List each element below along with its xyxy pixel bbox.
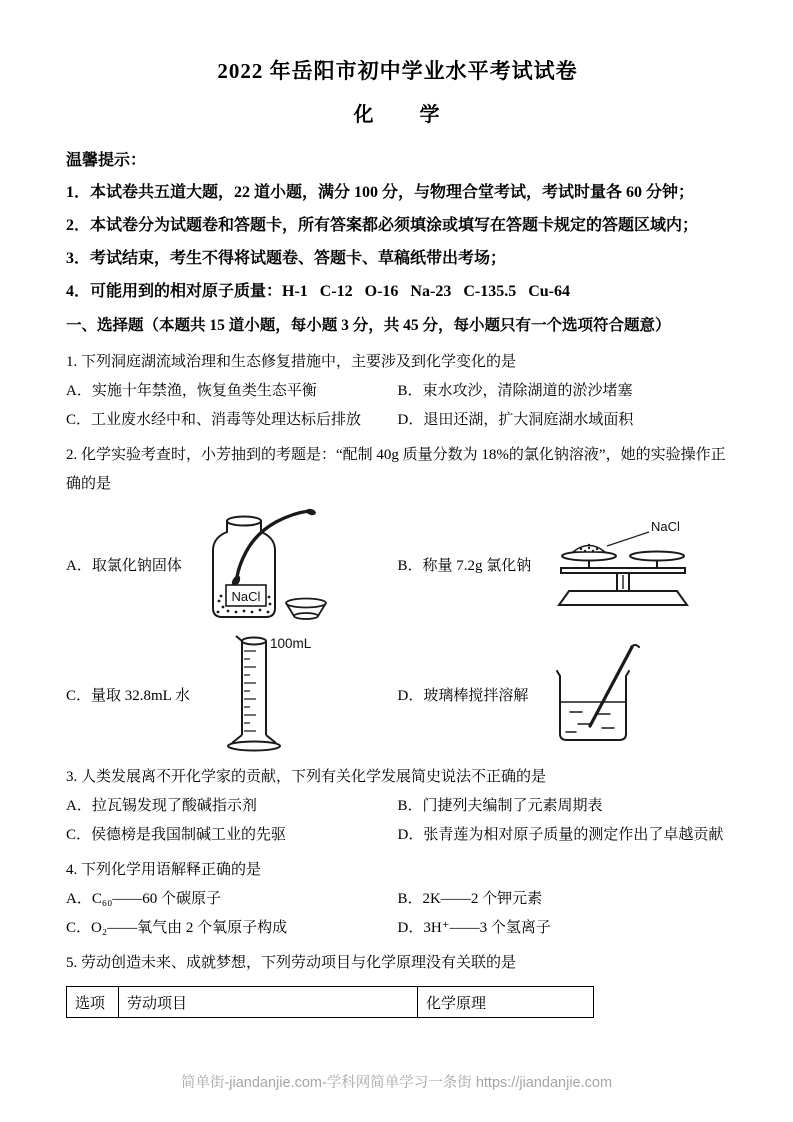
watch-glass-dish (286, 599, 326, 620)
question-1-stem: 1. 下列洞庭湖流域治理和生态修复措施中，主要涉及到化学变化的是 (66, 354, 517, 370)
question-3-options (66, 792, 729, 850)
notice-item-3: 3．考试结束，考生不得将试题卷、答题卡、草稿纸带出考场； (66, 250, 507, 267)
question-2-options-row-2 (66, 631, 729, 757)
question-4-options (66, 885, 729, 943)
graduated-cylinder-illustration (208, 631, 326, 757)
table-header-row (67, 987, 594, 1018)
bottle-nacl-label: NaCl (231, 589, 261, 604)
cylinder-volume-label: 100mL (270, 636, 312, 651)
question-1-option-d: D．退田还湖，扩大洞庭湖水域面积 (397, 412, 634, 428)
beaker-stirring-illustration (546, 642, 642, 746)
question-1-option-a: A．实施十年禁渔，恢复鱼类生态平衡 (66, 383, 317, 399)
question-2-option-d: D．玻璃棒搅拌溶解 (397, 687, 529, 704)
question-2-option-d-cell (398, 631, 730, 757)
question-3-option-c: C．侯德榜是我国制碱工业的先驱 (66, 827, 287, 843)
question-5-table (66, 986, 594, 1018)
question-2-option-a-cell (66, 505, 398, 623)
question-3-option-b: B．门捷列夫编制了元素周期表 (397, 798, 603, 814)
question-4-stem: 4. 下列化学用语解释正确的是 (66, 862, 262, 878)
question-5 (66, 949, 729, 1018)
balance-illustration (549, 518, 697, 610)
question-3-stem: 3. 人类发展离不开化学家的贡献，下列有关化学发展简史说法不正确的是 (66, 769, 547, 785)
q5-header-option: 选项 (67, 987, 119, 1018)
notice-item-2: 2．本试卷分为试题卷和答题卡，所有答案都必须填涂或填写在答题卡规定的答题区域内； (66, 217, 699, 234)
balance-nacl-label: NaCl (651, 519, 681, 534)
notice-heading: 温馨提示： (66, 152, 147, 169)
question-2 (66, 441, 729, 757)
question-3-option-a: A．拉瓦锡发现了酸碱指示剂 (66, 798, 257, 814)
question-4-option-a: A．C₆₀——60 个碳原子 (66, 891, 222, 907)
notice-section (66, 146, 729, 308)
question-1 (66, 348, 729, 435)
question-2-option-b: B．称量 7.2g 氯化钠 (397, 557, 532, 574)
reagent-bottle-illustration (200, 505, 332, 623)
question-2-option-c-cell (66, 631, 398, 757)
question-4-option-c: C．O₂——氧气由 2 个氧原子构成 (66, 920, 288, 936)
question-4 (66, 856, 729, 943)
page-title: 2022 年岳阳市初中学业水平考试试卷 (217, 59, 578, 83)
question-1-options (66, 377, 729, 435)
question-2-option-c: C．量取 32.8mL 水 (66, 687, 191, 704)
q5-header-principle: 化学原理 (418, 987, 594, 1018)
subject-title: 化 学 (353, 104, 442, 126)
question-3-option-d: D．张青莲为相对原子质量的测定作出了卓越贡献 (397, 827, 724, 843)
footer-watermark: 简单街-jiandanjie.com-学科网简单学习一条街 https://jiandanjie.com (180, 1075, 613, 1091)
question-1-option-b: B．束水攻沙，清除湖道的淤沙堵塞 (397, 383, 633, 399)
notice-item-4: 4．可能用到的相对原子质量：H-1 C-12 O-16 Na-23 C-135.5 Cu-64 (66, 283, 570, 300)
question-4-option-b: B．2K——2 个钾元素 (397, 891, 543, 907)
question-2-option-b-cell (398, 505, 730, 623)
question-1-option-c: C．工业废水经中和、消毒等处理达标后排放 (66, 412, 362, 428)
question-4-option-d: D．3H⁺——3 个氢离子 (397, 920, 551, 936)
question-5-stem: 5. 劳动创造未来、成就梦想，下列劳动项目与化学原理没有关联的是 (66, 955, 517, 971)
question-3 (66, 763, 729, 850)
label-leader-line (607, 532, 649, 546)
question-2-options-row-1 (66, 505, 729, 623)
notice-item-1: 1．本试卷共五道大题，22 道小题，满分 100 分，与物理合堂考试，考试时量各 60 分钟； (66, 184, 695, 201)
q5-header-project: 劳动项目 (119, 987, 418, 1018)
question-2-option-a: A．取氯化钠固体 (66, 557, 182, 574)
section-one-heading: 一、选择题（本题共 15 道小题，每小题 3 分，共 45 分，每小题只有一个选项符合题意） (66, 317, 671, 334)
question-2-stem: 2. 化学实验考查时，小芳抽到的考题是：“配制 40g 质量分数为 18%的氯化钠溶液”，她的实验操作正确的是 (66, 447, 726, 492)
